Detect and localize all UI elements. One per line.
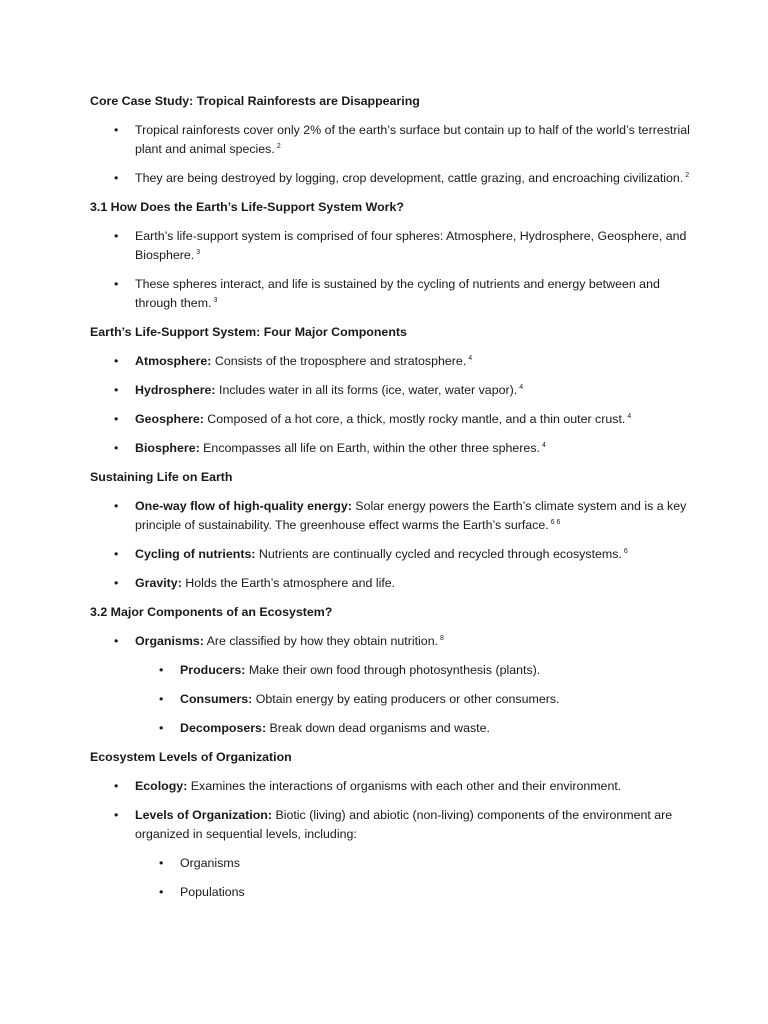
item-text: Encompasses all life on Earth, within the other three spheres.: [199, 441, 540, 455]
item-text: Earth’s life-support system is comprised of four spheres: Atmosphere, Hydrosphere, Geosphere, and Biosphere.: [135, 229, 687, 262]
item-term: Ecology:: [135, 779, 188, 793]
sub-list-item: [90, 719, 690, 738]
item-text: Composed of a hot core, a thick, mostly rocky mantle, and a thin outer crust.: [203, 412, 626, 426]
item-text: Make their own food through photosynthesis (plants).: [245, 663, 541, 677]
item-text: Nutrients are continually cycled and recycled through ecosystems.: [255, 547, 622, 561]
item-text: Break down dead organisms and waste.: [266, 721, 490, 735]
footnote-ref: 3: [196, 249, 201, 256]
item-text: Populations: [180, 885, 245, 899]
section-life-support-system: [90, 198, 690, 313]
item-text: Are classified by how they obtain nutrition.: [203, 634, 439, 648]
footnote-ref: 3: [213, 297, 218, 304]
footnote-ref: 8: [440, 635, 444, 642]
item-term: Gravity:: [135, 576, 182, 590]
item-term: Levels of Organization:: [135, 808, 273, 822]
section-ecosystem-components: [90, 603, 690, 738]
section-heading: 3.1 How Does the Earth’s Life-Support System Work?: [90, 200, 404, 214]
bullet-list: [90, 352, 690, 458]
list-item: [90, 169, 690, 188]
section-sustaining-life: [90, 468, 690, 593]
section-heading: Sustaining Life on Earth: [90, 470, 233, 484]
section-heading: Core Case Study: Tropical Rainforests are Disappearing: [90, 94, 420, 108]
item-text: These spheres interact, and life is sustained by the cycling of nutrients and energy between and through them.: [135, 277, 660, 310]
item-text: Biotic (living) and abiotic (non-living) components of the environment are organized in sequential levels, including:: [135, 808, 673, 841]
footnote-ref: 4: [519, 384, 524, 391]
section-heading: 3.2 Major Components of an Ecosystem?: [90, 605, 333, 619]
item-term: Organisms:: [135, 634, 204, 648]
document-page: [90, 92, 690, 902]
item-term: Decomposers:: [180, 721, 267, 735]
list-item: [90, 352, 690, 371]
list-item: [90, 227, 690, 265]
item-term: Atmosphere:: [135, 354, 212, 368]
item-term: Producers:: [180, 663, 246, 677]
section-core-case-study: [90, 92, 690, 188]
item-text: Obtain energy by eating producers or other consumers.: [252, 692, 560, 706]
item-text: Solar energy powers the Earth’s climate system and is a key principle of sustainability. The greenhouse effect warms the Earth’s surface.: [135, 499, 687, 532]
list-item: [90, 410, 690, 429]
footnote-ref: 6 6: [550, 519, 561, 526]
footnote-ref: 6: [623, 548, 628, 555]
section-levels-of-organization: [90, 748, 690, 902]
bullet-list: [90, 121, 690, 188]
item-text: Tropical rainforests cover only 2% of the earth’s surface but contain up to half of the world’s terrestrial plant and animal species.: [135, 123, 690, 156]
list-item: [90, 545, 690, 564]
bullet-list: [90, 497, 690, 593]
bullet-list: [90, 777, 690, 902]
bullet-list: [90, 632, 690, 738]
section-four-major-components: [90, 323, 690, 458]
list-item: [90, 632, 690, 651]
section-heading: Earth’s Life-Support System: Four Major Components: [90, 325, 407, 339]
item-text: Organisms: [180, 856, 240, 870]
list-item: [90, 497, 690, 535]
footnote-ref: 4: [627, 413, 632, 420]
list-item: [90, 439, 690, 458]
item-term: Hydrosphere:: [135, 383, 216, 397]
footnote-ref: 4: [541, 442, 546, 449]
item-term: One-way flow of high-quality energy:: [135, 499, 352, 513]
item-term: Geosphere:: [135, 412, 204, 426]
list-item: [90, 121, 690, 159]
item-term: Cycling of nutrients:: [135, 547, 256, 561]
footnote-ref: 4: [468, 355, 473, 362]
sub-list-item: [90, 690, 690, 709]
list-item: [90, 275, 690, 313]
item-text: Consists of the troposphere and stratosphere.: [211, 354, 467, 368]
list-item: [90, 777, 690, 796]
bullet-list: [90, 227, 690, 313]
list-item: [90, 574, 690, 593]
item-text: Examines the interactions of organisms with each other and their environment.: [187, 779, 622, 793]
footnote-ref: 2: [276, 143, 281, 150]
list-item: [90, 381, 690, 400]
sub-list-item: [90, 661, 690, 680]
item-text: Includes water in all its forms (ice, water, water vapor).: [215, 383, 518, 397]
sub-list-item: [90, 854, 690, 873]
section-heading: Ecosystem Levels of Organization: [90, 750, 292, 764]
sub-list-item: [90, 883, 690, 902]
item-term: Biosphere:: [135, 441, 200, 455]
footnote-ref: 2: [685, 172, 690, 179]
list-item: [90, 806, 690, 844]
item-term: Consumers:: [180, 692, 253, 706]
item-text: Holds the Earth’s atmosphere and life.: [181, 576, 396, 590]
item-text: They are being destroyed by logging, crop development, cattle grazing, and encroaching civilization.: [135, 171, 684, 185]
